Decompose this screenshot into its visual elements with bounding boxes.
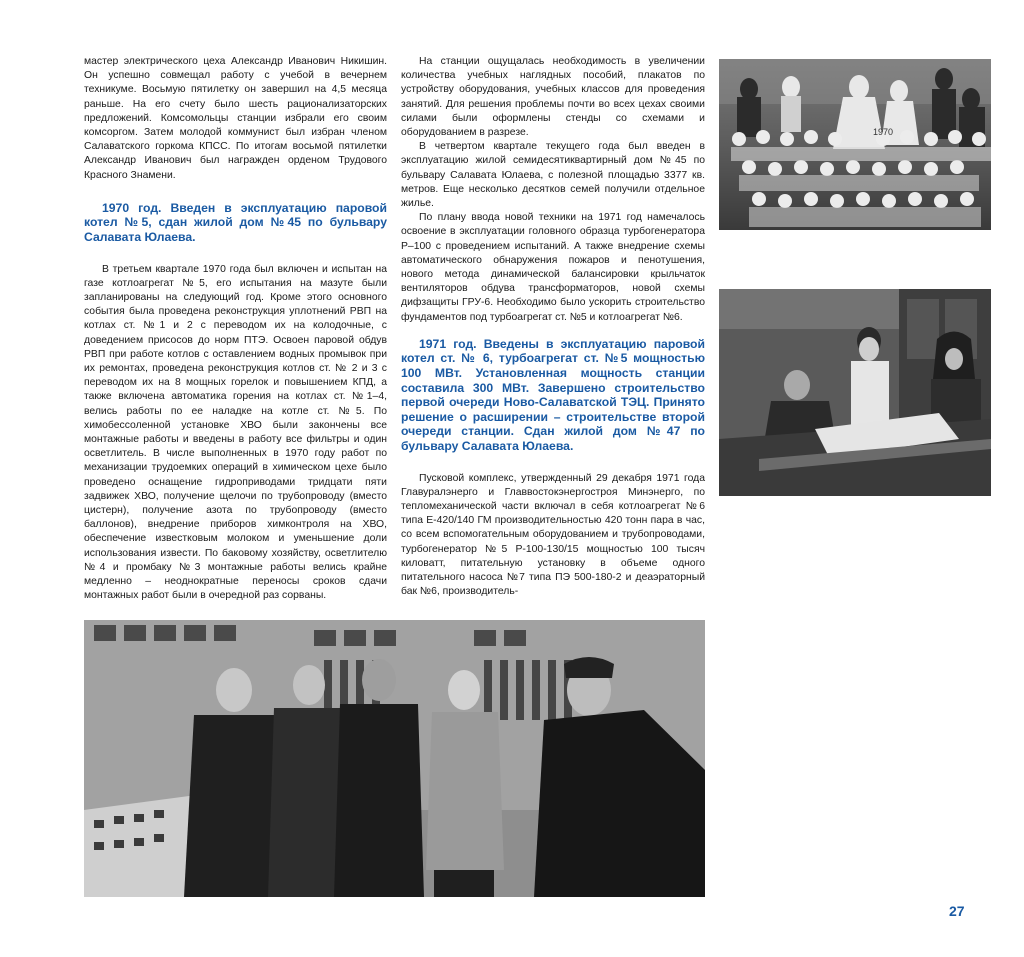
photo-office-meeting bbox=[719, 289, 991, 496]
body-paragraph: На станции ощущалась необходимость в увеличении количества учебных наглядных пособий, плакатов по устройству оборудования, учебных классов для проведения занятий. Для решения проблемы почти во всех цехах своими силами были оформлены стенды со схемами и оборудованием в разрезе. bbox=[401, 56, 705, 139]
body-paragraph: мастер электрического цеха Александр Иванович Никишин. Он успешно совмещал работу с учебой в вечернем техникуме. Восьмую пятилетку он завершил на 4,5 месяца раньше. На его счету было шесть рационализаторских предложений. Комсомольцы станции избрали его своим комсоргом. Затем молодой коммунист был избран членом Салаватского горкома КПСС. По итогам восьмой пятилетки Александр Иванович был награжден орденом Трудового Красного Знамени. bbox=[84, 56, 387, 181]
photo-year-sign: 1970 bbox=[873, 127, 894, 137]
body-paragraph: По плану ввода новой техники на 1971 год намечалось освоение в эксплуатации головного образца турбогенератора Р–100 с проведением испытаний. А также внедрение схемы автоматического обнаружения пожаров и пенотушения, нового метода динамической балансировки крыльчаток вентиляторов обдува трансформаторов, новой схемы дифзащиты ГРУ-6. Необходимо было ускорить строительство фундаментов под турбоагрегат ст. №5 и котлоагрегат №6. bbox=[401, 212, 705, 323]
photo-control-room-staff bbox=[84, 620, 705, 897]
body-paragraph: Пусковой комплекс, утвержденный 29 декабря 1971 года Главуралэнерго и Главвостокэнергостроя Минэнерго, по тепломеханической части включал в себя котлоагрегат №6 типа Е-420/140 ГМ производительностью 420 тонн пара в час, со всем вспомогательным оборудованием и трубопроводами, турбогенератор №5 Р-100-130/15 мощностью 100 тысяч киловатт, питательную установку в объеме одного питательного насоса №7 типа ПЭ 500-180-2 и деаэраторный бак №6, производитель- bbox=[401, 472, 705, 598]
body-paragraph: В четвертом квартале текущего года был введен в эксплуатацию жилой семидесятиквартирный дом №45 по бульвару Салавата Юлаева, с полезной площадью 3377 кв. метров. Еще несколько десятков семей получили отдельное жилье. bbox=[401, 141, 705, 210]
section-heading-1970: 1970 год. Введен в эксплуатацию паровой котел №5, сдан жилой дом №45 по бульвару Салавата Юлаева. bbox=[84, 200, 387, 245]
left-column bbox=[84, 55, 387, 603]
body-paragraph: В третьем квартале 1970 года был включен и испытан на газе котлоагрегат №5, его испытания на мазуте были запланированы на следующий год. Кроме этого основного события была проведена реконструкция уплотнений РВП на котлах ст. №1 и 2 с переводом их на колодочные, с доведением присосов до норм ПТЭ. Освоен паровой обдув РВП при работе котлов с оставлением водных промывок при их ремонтах, проведена реконструкция котлов ст. № 2 и 3 с переводом их на 8 мощных горелок и повышением КПД, а также включена автоматика горения на котлах ст. №1–4, велись работы по ее наладке на котле ст. №5. По химобессоленной установке ХВО были закончены все монтажные работы и введены в работу все фильтры и один осветлитель. В числе выполненных в 1970 году работ по механизации трудоемких операций в химическом цехе было проведено оснащение гидроприводами тридцати пяти задвижек ХВО, получение щелочи по трубопроводу (вместо цистерн), получение азота по трубопроводу (вместо баллонов), внедрение приборов химконтроля на ХВО, обеспечение известковым молоком и уменьшение доли использования извести. По баковому хозяйству, осветлителю №4 и промбаку №3 монтажные работы велись крайне медленно – неоднократные переносы сроков сдачи монтажных работ были в очередной раз сорваны. bbox=[84, 263, 387, 602]
section-heading-1971: 1971 год. Введены в эксплуатацию паровой котел ст. № 6, турбоагрегат ст. №5 мощностью 100 МВт. Установленная мощность станции составила 300 МВт. Завершено строительство первой очереди Ново-Салаватской ТЭЦ. Принято решение о расширении – строительстве второй очереди станции. Сдан жилой дом №47 по бульвару Салавата Юлаева. bbox=[401, 336, 705, 454]
middle-column bbox=[401, 55, 705, 599]
page-number: 27 bbox=[949, 903, 965, 919]
photo-kindergarten-group bbox=[719, 59, 991, 230]
